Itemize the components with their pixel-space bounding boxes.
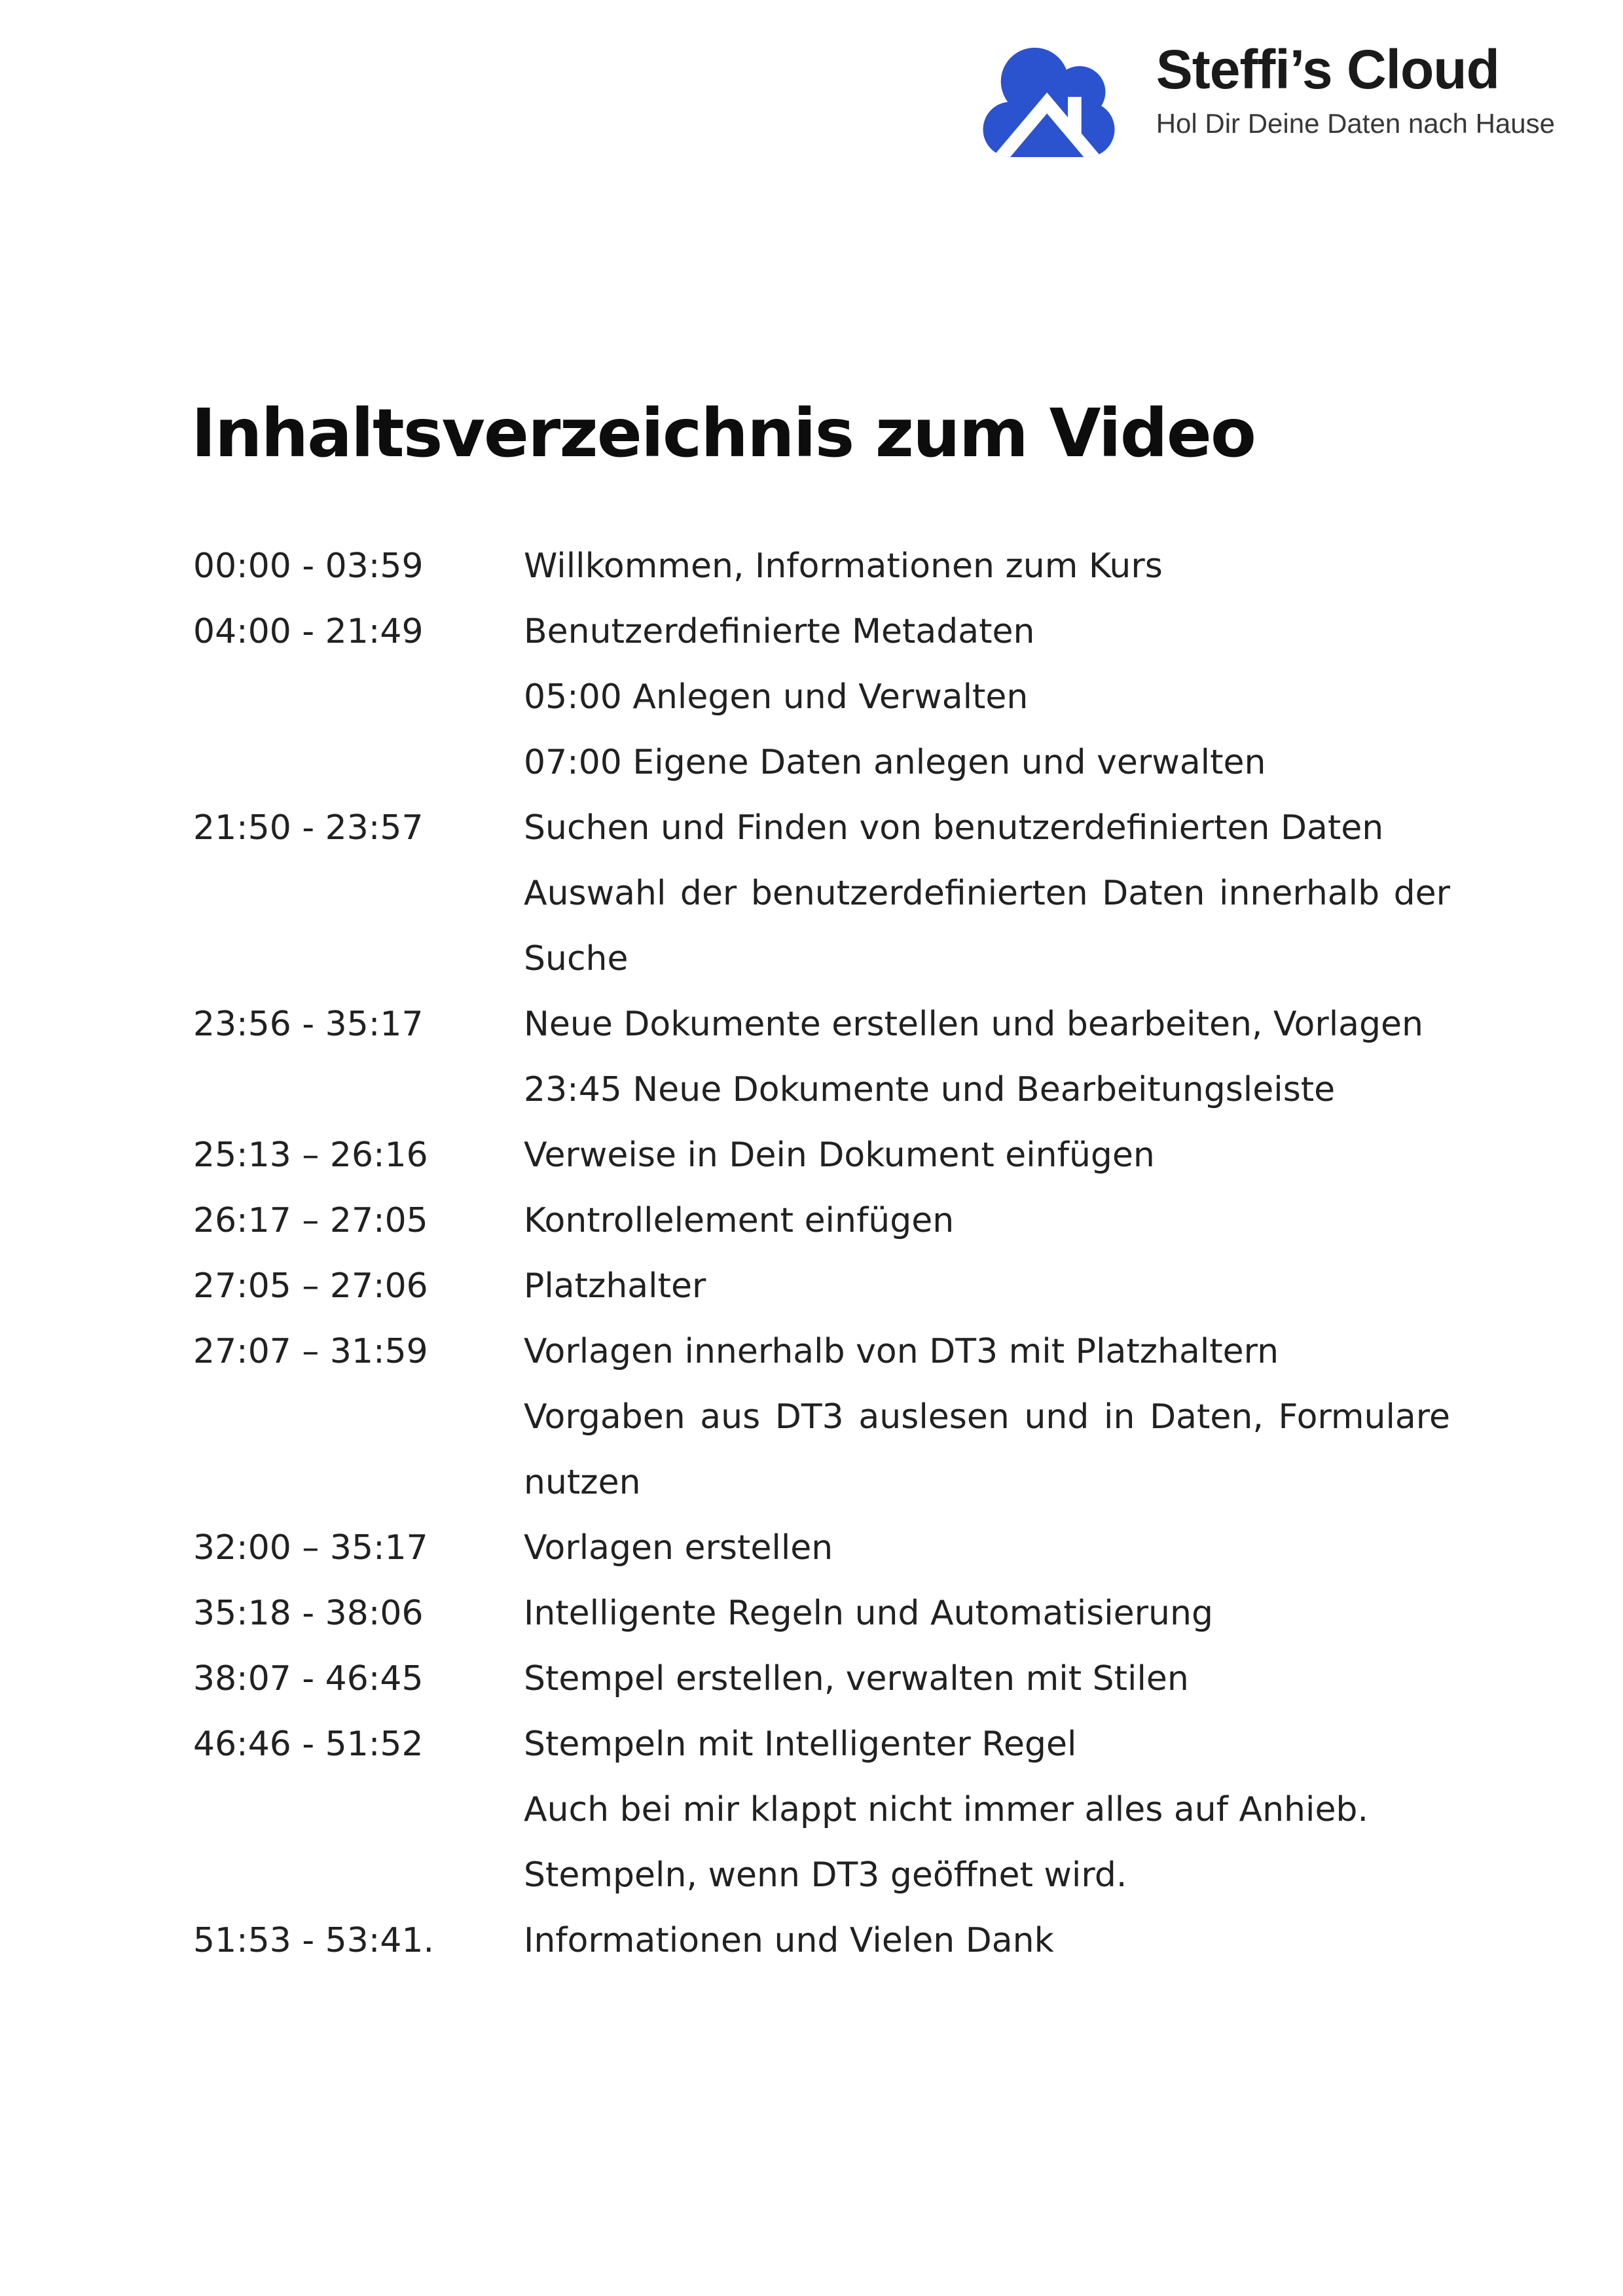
toc-text: Vorlagen erstellen	[524, 1528, 833, 1568]
toc-time	[193, 664, 524, 730]
brand-tagline: Hol Dir Deine Daten nach Hause	[1156, 108, 1555, 139]
toc-row	[193, 664, 1450, 730]
toc-row	[193, 599, 1450, 664]
toc-row	[193, 795, 1450, 861]
toc-text: 23:45 Neue Dokumente und Bearbeitungsleiste	[524, 1070, 1336, 1109]
toc-text: Auch bei mir klappt nicht immer alles auf Anhieb.	[524, 1790, 1368, 1829]
toc-text: Kontrollelement einfügen	[524, 1201, 955, 1240]
toc-text: 07:00 Eigene Daten anlegen und verwalten	[524, 743, 1266, 782]
brand-logo	[978, 34, 1555, 160]
toc-text: Vorgaben aus DT3 auslesen und in Daten, Formulare	[524, 1397, 1450, 1437]
toc-row	[193, 1777, 1450, 1842]
toc-time	[193, 861, 524, 926]
toc-time	[193, 730, 524, 795]
toc-text: Suche	[524, 939, 629, 978]
toc-text: Stempel erstellen, verwalten mit Stilen	[524, 1659, 1189, 1698]
toc-text: Neue Dokumente erstellen und bearbeiten, Vorlagen	[524, 1005, 1423, 1044]
toc-text: nutzen	[524, 1463, 641, 1502]
toc-row	[193, 1319, 1450, 1384]
toc-time	[193, 1777, 524, 1842]
toc-row	[193, 926, 1450, 992]
toc-row	[193, 730, 1450, 795]
toc-time: 26:17 – 27:05	[193, 1201, 428, 1240]
toc-row	[193, 533, 1450, 599]
toc-text: Benutzerdefinierte Metadaten	[524, 612, 1035, 651]
toc-text: Stempeln, wenn DT3 geöffnet wird.	[524, 1856, 1127, 1895]
toc-text: Platzhalter	[524, 1266, 706, 1306]
toc-time: 00:00 - 03:59	[193, 547, 424, 586]
page-title: Inhaltsverzeichnis zum Video	[191, 395, 1255, 473]
toc-list	[193, 533, 1450, 1973]
toc-time: 27:05 – 27:06	[193, 1266, 428, 1306]
toc-time: 35:18 - 38:06	[193, 1594, 424, 1633]
toc-text: Stempeln mit Intelligenter Regel	[524, 1725, 1077, 1764]
toc-row	[193, 1188, 1450, 1253]
toc-row	[193, 1646, 1450, 1712]
toc-row	[193, 861, 1450, 926]
toc-row	[193, 1253, 1450, 1319]
toc-time: 51:53 - 53:41.	[193, 1921, 435, 1960]
toc-text: Verweise in Dein Dokument einfügen	[524, 1136, 1155, 1175]
toc-time: 04:00 - 21:49	[193, 612, 424, 651]
toc-text: Informationen und Vielen Dank	[524, 1921, 1054, 1960]
toc-row	[193, 1908, 1450, 1973]
toc-time: 25:13 – 26:16	[193, 1136, 428, 1175]
toc-time: 46:46 - 51:52	[193, 1725, 424, 1764]
toc-row	[193, 1712, 1450, 1777]
toc-row	[193, 1842, 1450, 1908]
toc-text: Intelligente Regeln und Automatisierung	[524, 1594, 1213, 1633]
toc-row	[193, 1450, 1450, 1515]
toc-time	[193, 1384, 524, 1450]
toc-row	[193, 1581, 1450, 1646]
toc-row	[193, 1057, 1450, 1122]
brand-title: Steffi’s Cloud	[1156, 39, 1499, 100]
toc-time	[193, 1842, 524, 1908]
toc-time: 38:07 - 46:45	[193, 1659, 424, 1698]
toc-time: 23:56 - 35:17	[193, 1005, 424, 1044]
toc-time	[193, 1450, 524, 1515]
toc-row	[193, 1384, 1450, 1450]
toc-text: 05:00 Anlegen und Verwalten	[524, 677, 1029, 717]
toc-row	[193, 1515, 1450, 1581]
toc-row	[193, 1122, 1450, 1188]
toc-text: Auswahl der benutzerdefinierten Daten innerhalb der	[524, 874, 1450, 913]
toc-time: 21:50 - 23:57	[193, 808, 424, 848]
toc-time	[193, 926, 524, 992]
brand-text-block	[1156, 41, 1555, 141]
toc-time	[193, 1057, 524, 1122]
toc-time: 32:00 – 35:17	[193, 1528, 428, 1568]
cloud-home-icon	[978, 34, 1120, 160]
toc-text: Vorlagen innerhalb von DT3 mit Platzhaltern	[524, 1332, 1279, 1371]
toc-text: Suchen und Finden von benutzerdefinierten Daten	[524, 808, 1384, 848]
toc-text: Willkommen, Informationen zum Kurs	[524, 547, 1163, 586]
toc-row	[193, 992, 1450, 1057]
toc-time: 27:07 – 31:59	[193, 1332, 428, 1371]
